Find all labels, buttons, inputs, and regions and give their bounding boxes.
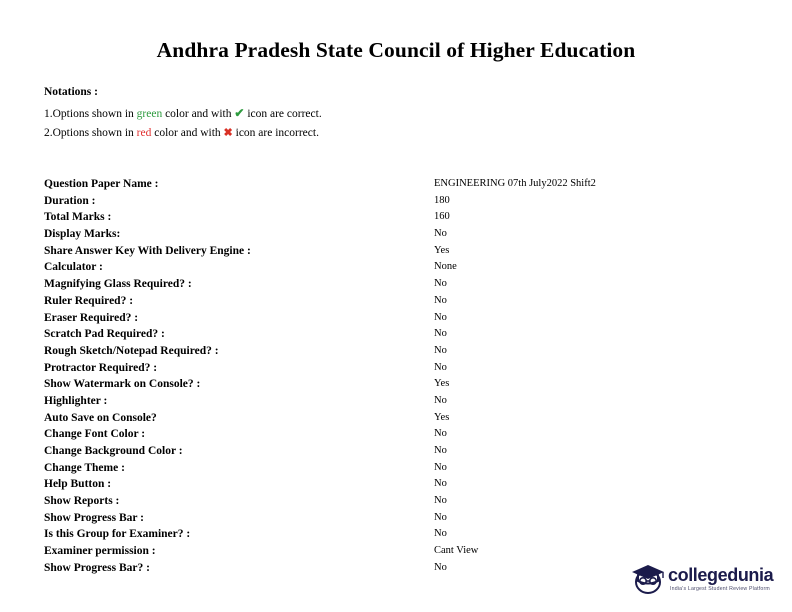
table-row xyxy=(44,245,748,262)
row-value: No xyxy=(434,428,447,440)
notation-2-mid: color and with xyxy=(151,127,224,139)
row-label: Change Theme : xyxy=(44,461,125,474)
row-label: Show Progress Bar? : xyxy=(44,561,150,574)
row-value: No xyxy=(434,311,447,323)
table-row xyxy=(44,478,748,495)
row-value: Yes xyxy=(434,378,450,390)
cross-icon: ✖ xyxy=(223,127,233,139)
table-row xyxy=(44,195,748,212)
row-label: Duration : xyxy=(44,194,96,207)
watermark-brand: collegedunia xyxy=(668,565,774,585)
collegedunia-watermark xyxy=(628,560,778,602)
notations-block xyxy=(44,86,644,143)
row-label: Eraser Required? : xyxy=(44,311,139,324)
row-value: No xyxy=(434,228,447,240)
row-value: No xyxy=(434,328,447,340)
row-value: No xyxy=(434,344,447,356)
row-label: Magnifying Glass Required? : xyxy=(44,278,192,291)
row-label: Is this Group for Examiner? : xyxy=(44,528,191,541)
row-value: 180 xyxy=(434,194,450,206)
row-label: Auto Save on Console? xyxy=(44,411,157,424)
row-label: Calculator : xyxy=(44,261,103,274)
table-row xyxy=(44,295,748,312)
table-row xyxy=(44,412,748,429)
row-label: Total Marks : xyxy=(44,211,112,224)
row-value: No xyxy=(434,561,447,573)
table-row xyxy=(44,178,748,195)
row-value: No xyxy=(434,528,447,540)
row-label: Show Reports : xyxy=(44,495,120,508)
table-row xyxy=(44,428,748,445)
row-value: ENGINEERING 07th July2022 Shift2 xyxy=(434,178,596,189)
table-row xyxy=(44,312,748,329)
row-value: No xyxy=(434,361,447,373)
row-label: Question Paper Name : xyxy=(44,178,159,190)
notation-2-suffix: icon are incorrect. xyxy=(232,127,319,139)
table-row xyxy=(44,328,748,345)
row-label: Share Answer Key With Delivery Engine : xyxy=(44,244,251,257)
row-label: Examiner permission : xyxy=(44,545,156,558)
row-label: Show Progress Bar : xyxy=(44,511,144,524)
notations-heading: Notations : xyxy=(44,86,98,98)
row-value: No xyxy=(434,294,447,306)
row-value: None xyxy=(434,261,457,273)
table-row xyxy=(44,228,748,245)
notation-1-suffix: icon are correct. xyxy=(244,108,322,120)
row-value: No xyxy=(434,495,447,507)
row-label: Change Background Color : xyxy=(44,445,183,457)
row-label: Scratch Pad Required? : xyxy=(44,328,165,341)
notation-2-prefix: 2.Options shown in xyxy=(44,127,137,139)
row-value: No xyxy=(434,461,447,473)
notation-1-color-word: green xyxy=(136,108,163,120)
row-value: No xyxy=(434,278,447,290)
row-label: Protractor Required? : xyxy=(44,361,158,374)
table-row xyxy=(44,278,748,295)
table-row xyxy=(44,345,748,362)
row-value: Cant View xyxy=(434,545,479,557)
table-row xyxy=(44,261,748,278)
row-value: No xyxy=(434,478,447,490)
notation-1-mid: color and with xyxy=(162,108,235,120)
table-row xyxy=(44,395,748,412)
row-label: Highlighter : xyxy=(44,394,108,407)
row-label: Rough Sketch/Notepad Required? : xyxy=(44,344,219,357)
table-row xyxy=(44,528,748,545)
row-value: Yes xyxy=(434,411,450,423)
notation-line-correct xyxy=(44,104,644,124)
table-row xyxy=(44,362,748,379)
row-label: Change Font Color : xyxy=(44,428,146,441)
graduation-cap-icon xyxy=(630,562,666,596)
table-row xyxy=(44,378,748,395)
row-label: Display Marks: xyxy=(44,228,121,241)
row-label: Help Button : xyxy=(44,478,112,491)
table-row xyxy=(44,445,748,462)
notation-1-prefix: 1.Options shown in xyxy=(44,108,137,120)
check-icon: ✔ xyxy=(234,106,245,120)
table-row xyxy=(44,211,748,228)
notation-2-color-word: red xyxy=(136,127,152,139)
row-value: No xyxy=(434,394,447,406)
row-label: Ruler Required? : xyxy=(44,294,134,307)
row-value: No xyxy=(434,511,447,523)
row-value: No xyxy=(434,445,447,456)
row-value: Yes xyxy=(434,244,450,256)
watermark-tagline: India's Largest Student Review Platform xyxy=(670,586,770,592)
table-row xyxy=(44,495,748,512)
notation-line-incorrect xyxy=(44,124,644,143)
page-title: Andhra Pradesh State Council of Higher Education xyxy=(156,38,636,62)
row-value: 160 xyxy=(434,211,450,223)
table-row xyxy=(44,462,748,479)
row-label: Show Watermark on Console? : xyxy=(44,378,201,391)
table-row xyxy=(44,512,748,529)
exam-details-table xyxy=(44,178,748,579)
